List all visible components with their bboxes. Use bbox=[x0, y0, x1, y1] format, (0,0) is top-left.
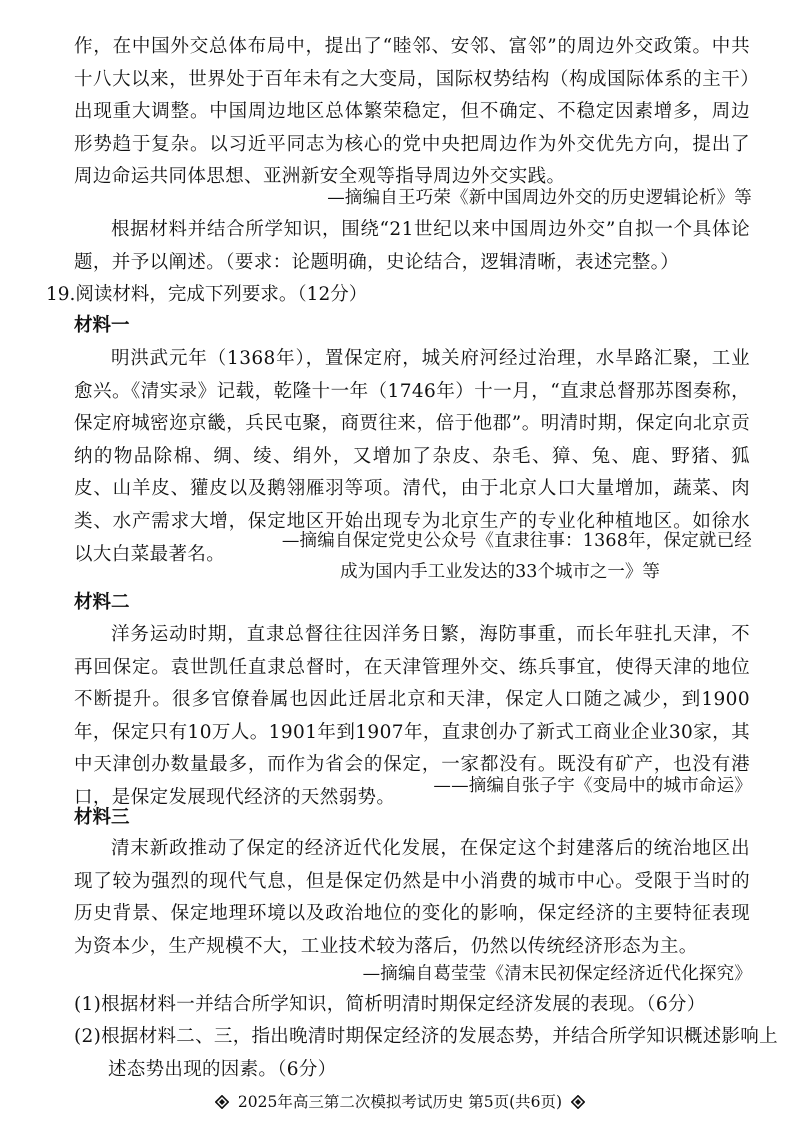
material-2-text: 洋务运动时期，直隶总督往往因洋务日繁，海防事重，而长年驻扎天津，不再回保定。袁世凯任直隶总督时，在天津管理外交、练兵事宜，使得天津的地位不断提升。很多官僚眷属也因此迁居北京和天津，保定人口随之减少，到1900年，保定只有10万人。1901年到1907年，直隶创办了新式工商业企业30家，其中天津创办数量最多，而作为省会的保定，一家都没有。既没有矿产，也没有港口，是保定发展现代经济的天然弱势。 bbox=[74, 624, 750, 808]
material-1-text: 明洪武元年（1368年），置保定府，城关府河经过治理，水旱路汇聚，工业愈兴。《清实录》记载，乾隆十一年（1746年）十一月，“直隶总督那苏图奏称，保定府城密迩京畿，兵民屯聚，商贾往来，倍于他郡”。明清时期，保定向北京贡纳的物品除棉、绸、绫、绢外，又增加了杂皮、杂毛、獐、兔、鹿、野猪、狐皮、山羊皮、獾皮以及鹅翎雁羽等项。清代，由于北京人口大量增加，蔬菜、肉类、水产需求大增，保定地区开始出现专为北京生产的专业化种植地区。如徐水以大白菜最著名。 bbox=[74, 348, 750, 565]
material-1-source-line2: 成为国内手工业发达的33个城市之一》等 bbox=[340, 562, 660, 582]
sub-question-2: (2)根据材料二、三，指出晚清时期保定经济的发展态势，并结合所学知识概述影响上述态势出现的因素。（6分） bbox=[74, 1026, 778, 1080]
diamond-left-icon bbox=[215, 1095, 229, 1109]
sub-question-1: (1)根据材料一并结合所学知识，简析明清时期保定经济发展的表现。（6分） bbox=[74, 994, 706, 1015]
question-19-header: 19.阅读材料，完成下列要求。（12分） bbox=[46, 284, 368, 305]
material-3-source: —摘编自葛莹莹《清末民初保定经济近代化探究》 bbox=[362, 964, 752, 984]
intro-task: 根据材料并结合所学知识，围绕“21世纪以来中国周边外交”自拟一个具体论题，并予以阐述。（要求：论题明确，史论结合，逻辑清晰，表述完整。） bbox=[74, 219, 750, 273]
intro-paragraph: 作，在中国外交总体布局中，提出了“睦邻、安邻、富邻”的周边外交政策。中共十八大以来，世界处于百年未有之大变局，国际权势结构（构成国际体系的主干）出现重大调整。中国周边地区总体繁荣稳定，但不确定、不稳定因素增多，周边形势趋于复杂。以习近平同志为核心的党中央把周边作为外交优先方向，提出了周边命运共同体思想、亚洲新安全观等指导周边外交实践。 bbox=[74, 36, 750, 188]
diamond-right-icon bbox=[571, 1095, 585, 1109]
material-1-source-line1: —摘编自保定党史公众号《直隶往事：1368年，保定就已经 bbox=[281, 531, 752, 551]
material-2-title: 材料二 bbox=[74, 592, 130, 613]
material-2-source: ——摘编自张子宇《变局中的城市命运》 bbox=[433, 776, 752, 796]
page-footer bbox=[0, 1090, 800, 1114]
material-3-text: 清末新政推动了保定的经济近代化发展，在保定这个封建落后的统治地区出现了较为强烈的现代气息，但是保定仍然是中小消费的城市中心。受限于当时的历史背景、保定地理环境以及政治地位的变化的影响，保定经济的主要特征表现为资本少，生产规模不大，工业技术较为落后，仍然以传统经济形态为主。 bbox=[74, 838, 750, 957]
footer-text: 2025年高三第二次模拟考试历史 第5页(共6页) bbox=[237, 1093, 563, 1111]
material-1-title: 材料一 bbox=[74, 315, 130, 336]
material-3-title: 材料三 bbox=[74, 807, 130, 828]
intro-source: —摘编自王巧荣《新中国周边外交的历史逻辑论析》等 bbox=[327, 188, 752, 208]
